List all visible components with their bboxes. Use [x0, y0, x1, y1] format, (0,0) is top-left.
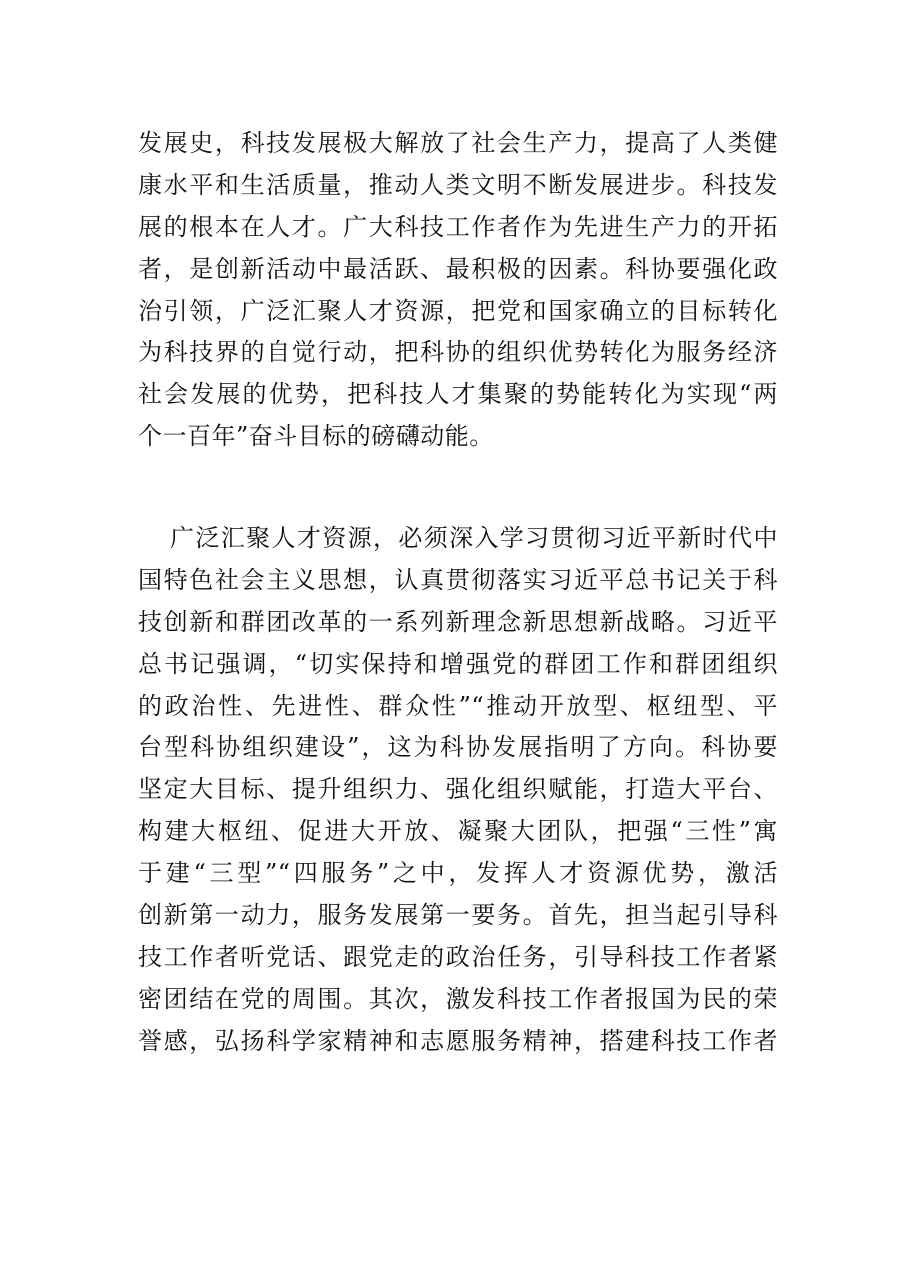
paragraph-line: 密团结在党的周围。其次，激发科技工作者报国为民的荣	[138, 984, 778, 1013]
paragraph-line: 于建“三型”“四服务”之中，发挥人才资源优势，激活	[138, 859, 778, 888]
paragraph-line: 总书记强调，“切实保持和增强党的群团工作和群团组织	[138, 649, 778, 678]
paragraph-line: 构建大枢纽、促进大开放、凝聚大团队，把强“三性”寓	[138, 817, 778, 846]
paragraph-line: 技工作者听党话、跟党走的政治任务，引导科技工作者紧	[138, 942, 778, 971]
paragraph-line: 社会发展的优势，把科技人才集聚的势能转化为实现“两	[138, 380, 778, 409]
paragraph-line: 个一百年”奋斗目标的磅礴动能。	[138, 422, 494, 451]
paragraph-line: 誉感，弘扬科学家精神和志愿服务精神，搭建科技工作者	[138, 1026, 778, 1055]
paragraph-line: 创新第一动力，服务发展第一要务。首先，担当起引导科	[138, 901, 778, 930]
paragraph-line: 台型科协组织建设”，这为科协发展指明了方向。科协要	[138, 733, 778, 762]
paragraph-1	[138, 123, 778, 458]
paragraph-line: 坚定大目标、提升组织力、强化组织赋能，打造大平台、	[138, 775, 778, 804]
paragraph-line: 者，是创新活动中最活跃、最积极的因素。科协要强化政	[138, 254, 778, 283]
paragraph-line: 为科技界的自觉行动，把科协的组织优势转化为服务经济	[138, 338, 778, 367]
paragraph-line: 展的根本在人才。广大科技工作者作为先进生产力的开拓	[138, 212, 778, 241]
paragraph-line: 康水平和生活质量，推动人类文明不断发展进步。科技发	[138, 170, 778, 199]
paragraph-line: 技创新和群团改革的一系列新理念新思想新战略。习近平	[138, 607, 778, 636]
paragraph-line: 发展史，科技发展极大解放了社会生产力，提高了人类健	[138, 129, 778, 157]
paragraph-line: 治引领，广泛汇聚人才资源，把党和国家确立的目标转化	[138, 296, 778, 325]
paragraph-line: 国特色社会主义思想，认真贯彻落实习近平总书记关于科	[138, 565, 778, 594]
paragraph-2	[138, 518, 778, 1063]
paragraph-line: 广泛汇聚人才资源，必须深入学习贯彻习近平新时代中	[170, 524, 778, 552]
paragraph-line: 的政治性、先进性、群众性”“推动开放型、枢纽型、平	[138, 691, 778, 720]
